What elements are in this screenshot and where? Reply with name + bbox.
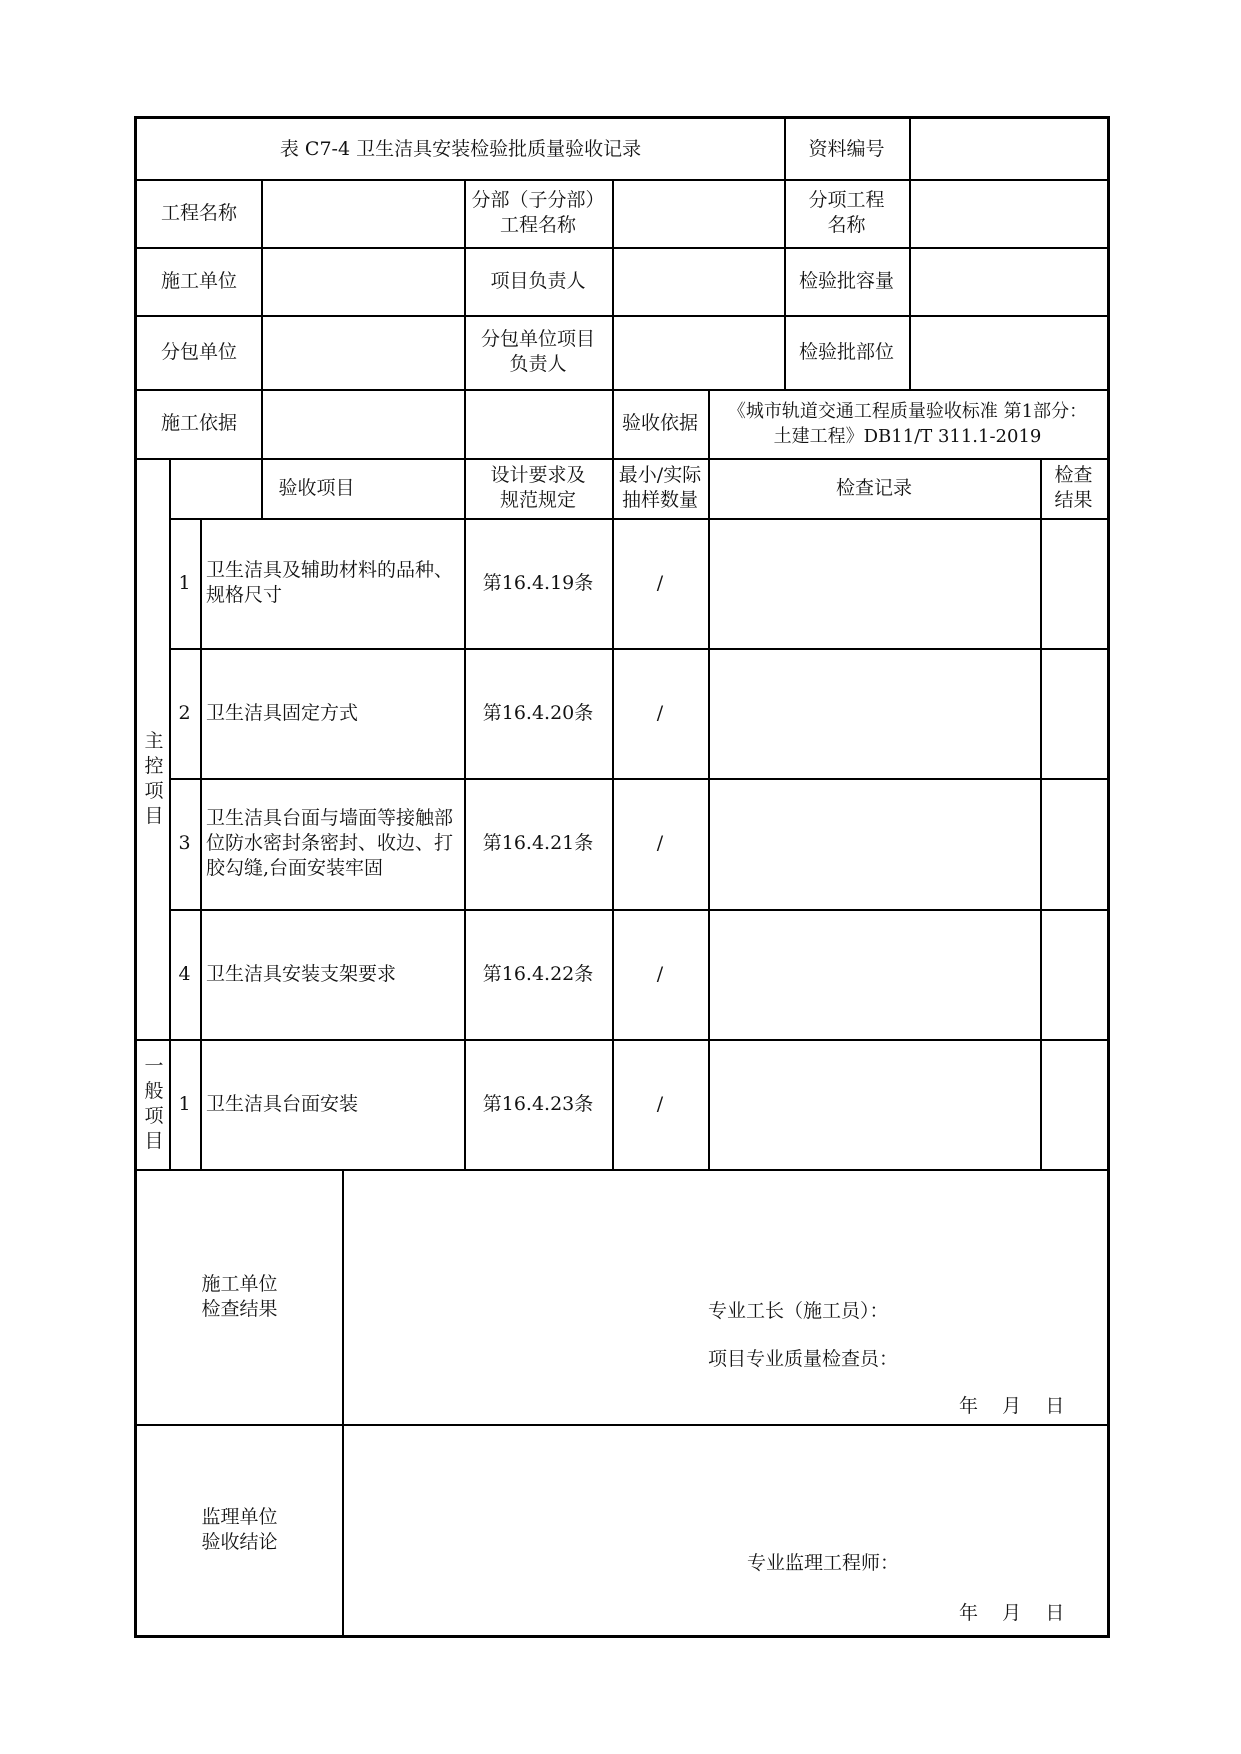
item-clause: 第16.4.23条 [482, 1092, 594, 1115]
group-char: 项 [144, 1105, 164, 1127]
supervisor-date[interactable]: 年 月 日 [959, 1602, 1065, 1624]
form-title: 表 C7-4 卫生洁具安装检验批质量验收记录 [279, 137, 642, 160]
subdivision-label: 分部（子分部） 工程名称 [471, 189, 605, 236]
item-description: 卫生洁具台面安装 [206, 1092, 359, 1115]
rule [342, 1169, 344, 1635]
foreman-signature-line[interactable]: 专业工长（施工员）： [708, 1300, 889, 1322]
supervisor-check-label: 监理单位 验收结论 [201, 1505, 278, 1553]
col-header-requirement: 设计要求及 规范规定 [490, 464, 586, 511]
col-header-item: 验收项目 [278, 476, 355, 499]
item-clause: 第16.4.22条 [482, 962, 594, 985]
contractor-label: 施工单位 [160, 269, 237, 292]
item-sample: / [656, 832, 664, 854]
contractor-check-label: 施工单位 检查结果 [201, 1272, 278, 1320]
supervisor-signature-line[interactable]: 专业监理工程师： [747, 1552, 900, 1574]
contractor-field[interactable] [261, 247, 464, 315]
item-result-field[interactable] [1040, 778, 1107, 909]
doc-no-field[interactable] [909, 119, 1107, 179]
item-number: 4 [178, 962, 191, 985]
item-number: 2 [178, 701, 191, 724]
item-clause: 第16.4.19条 [482, 571, 594, 594]
group-char: 般 [144, 1080, 164, 1102]
item-number: 1 [178, 571, 191, 594]
subcontractor-label: 分包单位 [160, 340, 237, 363]
item-project-field[interactable] [909, 179, 1107, 247]
item-number: 3 [178, 832, 191, 854]
item-record-field[interactable] [708, 648, 1040, 778]
sub-manager-field[interactable] [612, 315, 784, 389]
item-description: 卫生洁具台面与墙面等接触部 位防水密封条密封、收边、打 胶勾缝,台面安装牢固 [206, 807, 454, 879]
col-header-sample: 最小/实际 抽样数量 [618, 464, 702, 511]
project-manager-field[interactable] [612, 247, 784, 315]
acceptance-basis-label: 验收依据 [621, 412, 698, 434]
item-record-field[interactable] [708, 1039, 1040, 1169]
doc-no-label: 资料编号 [808, 137, 885, 160]
item-number: 1 [178, 1092, 191, 1115]
item-clause: 第16.4.20条 [482, 701, 594, 724]
main-control-group-label [139, 518, 169, 1039]
sub-manager-label: 分包单位项目 负责人 [480, 328, 595, 375]
item-record-field[interactable] [708, 778, 1040, 909]
item-sample: / [656, 962, 664, 985]
group-char: 一 [144, 1055, 164, 1077]
inspection-record-form [134, 116, 1110, 1638]
batch-capacity-field[interactable] [909, 247, 1107, 315]
construction-basis-field[interactable] [261, 389, 612, 458]
item-sample: / [656, 701, 664, 724]
item-result-field[interactable] [1040, 909, 1107, 1039]
project-name-label: 工程名称 [160, 201, 237, 224]
subdivision-field[interactable] [612, 179, 784, 247]
project-name-field[interactable] [261, 179, 464, 247]
item-result-field[interactable] [1040, 518, 1107, 648]
group-char: 主 [144, 729, 164, 752]
batch-capacity-label: 检验批容量 [798, 269, 894, 292]
item-record-field[interactable] [708, 518, 1040, 648]
item-description: 卫生洁具安装支架要求 [206, 962, 397, 985]
item-result-field[interactable] [1040, 1039, 1107, 1169]
item-result-field[interactable] [1040, 648, 1107, 778]
item-sample: / [656, 1092, 664, 1115]
batch-location-field[interactable] [909, 315, 1107, 389]
item-record-field[interactable] [708, 909, 1040, 1039]
contractor-date[interactable]: 年 月 日 [959, 1395, 1065, 1417]
item-project-label: 分项工程 名称 [808, 189, 885, 236]
batch-location-label: 检验批部位 [798, 340, 894, 363]
inspector-signature-line[interactable]: 项目专业质量检查员： [708, 1348, 899, 1370]
group-char: 目 [144, 804, 164, 827]
construction-basis-label: 施工依据 [160, 412, 237, 434]
item-clause: 第16.4.21条 [482, 832, 594, 854]
acceptance-basis-value: 《城市轨道交通工程质量验收标准 第1部分： 土建工程》DB11/T 311.1-2019 [727, 400, 1088, 447]
item-sample: / [656, 571, 664, 594]
general-group-label [139, 1039, 169, 1169]
group-char: 目 [144, 1130, 164, 1152]
group-char: 控 [144, 754, 164, 777]
col-header-result: 检查 结果 [1054, 464, 1093, 511]
item-description: 卫生洁具固定方式 [206, 701, 359, 724]
project-manager-label: 项目负责人 [490, 269, 586, 292]
col-header-record: 检查记录 [835, 476, 912, 499]
item-description: 卫生洁具及辅助材料的品种、 规格尺寸 [206, 559, 454, 606]
subcontractor-field[interactable] [261, 315, 464, 389]
group-char: 项 [144, 779, 164, 802]
